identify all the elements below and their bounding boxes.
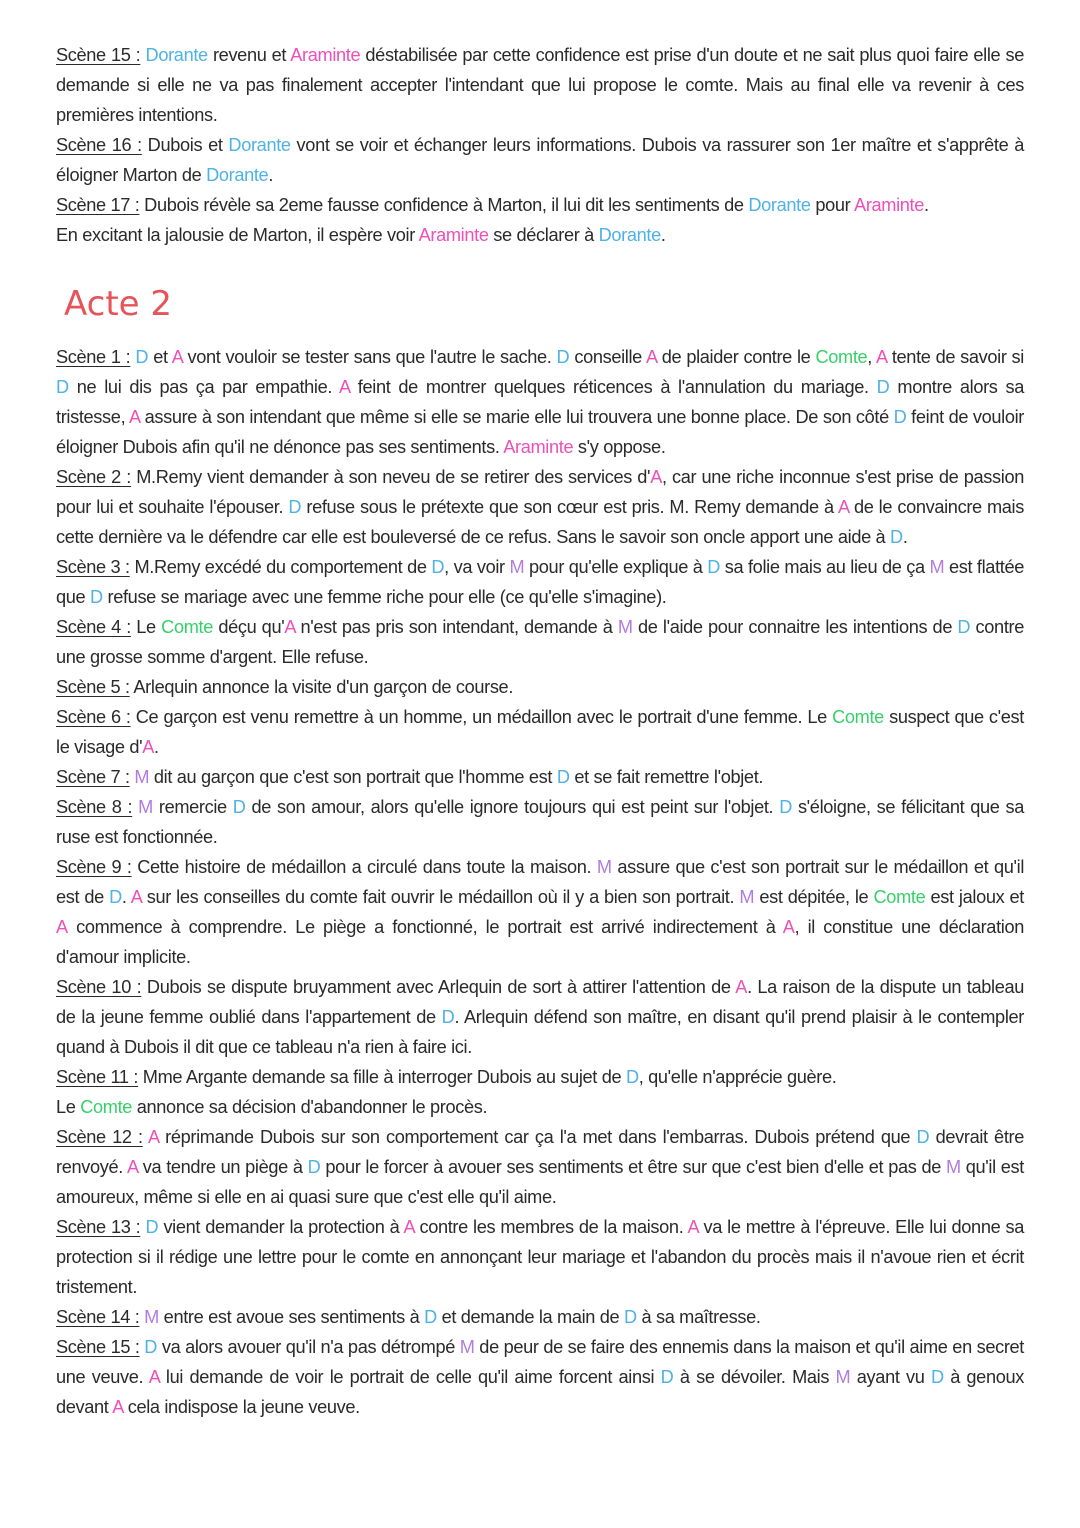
- text-run: Dubois révèle sa 2eme fausse confidence à Marton, il lui dit les sentiments de: [139, 195, 749, 215]
- character-dorante: Dorante: [206, 165, 269, 185]
- text-run: ayant vu: [850, 1367, 931, 1387]
- scene-label: Scène 1 :: [56, 347, 131, 367]
- text-run: déstabilisée par cette confidence est prise d'un doute et ne sait plus quoi faire elle se demande si elle ne va pas finalement accepter l'intendant que lui propose le comte. Mais au final elle va revenir à ces premières intentions.: [56, 45, 1024, 125]
- character-araminte: A: [687, 1217, 699, 1237]
- text-run: vont se voir et échanger leurs informations. Dubois va rassurer son 1er maître et s'apprête à éloigner Marton de: [56, 135, 1025, 185]
- character-marton: M: [509, 557, 525, 577]
- character-comte: Comte: [161, 617, 213, 637]
- text-run: vont vouloir se tester sans que l'autre le sache.: [182, 347, 557, 367]
- character-araminte: A: [782, 917, 795, 937]
- scene-paragraph: [56, 852, 1024, 972]
- text-run: Le: [130, 617, 162, 637]
- character-dorante: D: [424, 1307, 437, 1327]
- text-run: . Arlequin défend son maître, en disant qu'il prend plaisir à le contempler quand à Dubois il dit que ce tableau n'a rien à faire ici.: [56, 1007, 1024, 1057]
- character-comte: Comte: [832, 707, 884, 727]
- text-run: pour le forcer à avouer ses sentiments et être sur que c'est bien d'elle et pas de: [320, 1157, 946, 1177]
- text-run: .: [660, 225, 666, 245]
- text-run: conseille: [569, 347, 646, 367]
- scene-label: Scène 16 :: [56, 135, 142, 155]
- character-marton: M: [596, 857, 612, 877]
- summary-paragraph: [56, 190, 1024, 220]
- text-run: Mme Argante demande sa fille à interroger Dubois au sujet de: [138, 1067, 626, 1087]
- character-dorante: D: [779, 797, 792, 817]
- character-araminte: Araminte: [418, 225, 489, 245]
- text-run: , va voir: [444, 557, 510, 577]
- text-run: à sa maîtresse.: [636, 1307, 761, 1327]
- text-run: tente de savoir si: [886, 347, 1024, 367]
- text-run: se déclarer à: [488, 225, 599, 245]
- scene-paragraph: [56, 1302, 1024, 1332]
- text-run: suspect que c'est le visage d': [56, 707, 1025, 757]
- scene-paragraph: [56, 762, 1024, 792]
- character-dorante: D: [56, 377, 69, 397]
- text-run: de peur de se faire des ennemis dans la maison et qu'il aime en secret une veuve.: [56, 1337, 1025, 1387]
- text-run: Ce garçon est venu remettre à un homme, un médaillon avec le portrait d'une femme. Le: [130, 707, 833, 727]
- character-araminte: A: [171, 347, 183, 367]
- scene-label: Scène 11 :: [56, 1067, 139, 1087]
- scene-label: Scène 12 :: [56, 1127, 143, 1147]
- character-dorante: D: [90, 587, 103, 607]
- text-run: feint de montrer quelques réticences à l'annulation du mariage.: [349, 377, 877, 397]
- act1-end-summary: [56, 40, 1024, 250]
- character-araminte: A: [876, 347, 887, 367]
- character-araminte: A: [650, 467, 662, 487]
- text-run: ,: [867, 347, 877, 367]
- act-heading: Acte 2: [64, 284, 173, 324]
- text-run: remercie: [152, 797, 233, 817]
- character-comte: Comte: [80, 1097, 133, 1117]
- text-run: , car une riche inconnue s'est prise de passion pour lui et souhaite l'épouser.: [56, 467, 1024, 517]
- character-dorante: Dorante: [228, 135, 291, 155]
- character-araminte: Araminte: [503, 437, 574, 457]
- text-run: de son amour, alors qu'elle ignore toujours qui est peint sur l'objet.: [245, 797, 780, 817]
- text-run: .: [902, 527, 908, 547]
- text-run: réprimande Dubois sur son comportement car ça l'a met dans l'embarras. Dubois prétend que: [158, 1127, 917, 1147]
- text-run: . La raison de la dispute un tableau de la jeune femme oublié dans l'appartement de: [56, 977, 1024, 1027]
- text-run: montre alors sa tristesse,: [56, 377, 1024, 427]
- character-marton: M: [929, 557, 945, 577]
- character-dorante: D: [109, 887, 122, 907]
- text-run: Dubois se dispute bruyamment avec Arlequin de sort à attirer l'attention de: [141, 977, 736, 997]
- scene-label: Scène 8 :: [56, 797, 133, 817]
- text-run: va le mettre à l'épreuve. Elle lui donne sa protection si il rédige une lettre pour le comte en annonçant leur mariage et l'abandon du procès mais il n'avoue rien et écrit tristement.: [56, 1217, 1025, 1297]
- text-run: est jaloux et: [925, 887, 1024, 907]
- character-marton: M: [945, 1157, 961, 1177]
- character-araminte: A: [126, 1157, 138, 1177]
- text-run: sur les conseilles du comte fait ouvrir le médaillon où il y a bien son portrait.: [141, 887, 740, 907]
- text-run: M.Remy vient demander à son neveu de se retirer des services d': [130, 467, 651, 487]
- text-run: revenu et: [207, 45, 291, 65]
- text-run: à se dévoiler. Mais: [673, 1367, 836, 1387]
- character-dorante: D: [660, 1367, 674, 1387]
- scene-paragraph: [56, 342, 1024, 462]
- text-run: annonce sa décision d'abandonner le procès.: [132, 1097, 488, 1117]
- scene-paragraph: [56, 672, 1024, 702]
- character-araminte: A: [130, 887, 142, 907]
- character-marton: M: [459, 1337, 475, 1357]
- character-araminte: A: [284, 617, 296, 637]
- text-run: assure à son intendant que même si elle se marie elle lui trouvera une bonne place. De son côté: [139, 407, 894, 427]
- character-araminte: A: [339, 377, 350, 397]
- scene-paragraph: [56, 462, 1024, 552]
- character-araminte: Araminte: [290, 45, 361, 65]
- character-dorante: D: [876, 377, 890, 397]
- text-run: Le: [56, 1097, 81, 1117]
- character-marton: M: [617, 617, 633, 637]
- text-run: n'est pas pris son intendant, demande à: [295, 617, 618, 637]
- character-araminte: A: [112, 1397, 123, 1417]
- scene-paragraph: [56, 1122, 1024, 1212]
- text-run: et demande la main de: [436, 1307, 624, 1327]
- scene-paragraph: [56, 612, 1024, 672]
- text-run: est flattée que: [56, 557, 1025, 607]
- text-run: .: [121, 887, 131, 907]
- character-dorante: D: [930, 1367, 944, 1387]
- text-run: à genoux devant: [56, 1367, 1024, 1417]
- character-dorante: D: [556, 347, 570, 367]
- character-dorante: D: [556, 767, 570, 787]
- text-run: sa folie mais au lieu de ça: [720, 557, 930, 577]
- scene-label: Scène 6 :: [56, 707, 131, 727]
- text-run: de le convaincre mais cette dernière va le défendre car elle est bouleversé de ce refus. Sans le savoir son oncle apport une aide à: [56, 497, 1024, 547]
- text-run: entre est avoue ses sentiments à: [158, 1307, 425, 1327]
- text-run: , il constitue une déclaration d'amour implicite.: [56, 917, 1024, 967]
- character-araminte: A: [735, 977, 748, 997]
- text-run: de l'aide pour connaitre les intentions de: [632, 617, 958, 637]
- summary-paragraph: [56, 130, 1024, 190]
- scene-label: Scène 17 :: [56, 195, 140, 215]
- text-run: dit au garçon que c'est son portrait que l'homme est: [149, 767, 557, 787]
- character-dorante: D: [625, 1067, 639, 1087]
- text-run: ne lui dis pas ça par empathie.: [68, 377, 340, 397]
- document: [56, 40, 1024, 1422]
- text-run: s'éloigne, se félicitant que sa ruse est fonctionnée.: [56, 797, 1024, 847]
- text-run: pour qu'elle explique à: [524, 557, 708, 577]
- character-araminte: A: [645, 347, 657, 367]
- scene-label: Scène 14 :: [56, 1307, 140, 1327]
- text-run: Arlequin annonce la visite d'un garçon de course.: [129, 677, 514, 697]
- character-dorante: D: [623, 1307, 637, 1327]
- scene-label: Scène 4 :: [56, 617, 131, 637]
- character-dorante: D: [288, 497, 302, 517]
- character-marton: M: [144, 1307, 159, 1327]
- scene-paragraph: [56, 1212, 1024, 1302]
- character-araminte: A: [148, 1367, 160, 1387]
- text-run: de plaider contre le: [656, 347, 816, 367]
- character-dorante: D: [707, 557, 721, 577]
- text-run: vient demander la protection à: [158, 1217, 404, 1237]
- text-run: est dépitée, le: [754, 887, 874, 907]
- scene-paragraph: [56, 1092, 1024, 1122]
- text-run: .: [268, 165, 274, 185]
- act2-scene-list: [56, 342, 1024, 1422]
- text-run: s'y oppose.: [573, 437, 666, 457]
- character-araminte: A: [148, 1127, 159, 1147]
- text-run: lui demande de voir le portrait de celle qu'il aime forcent ainsi: [159, 1367, 661, 1387]
- character-marton: M: [138, 797, 153, 817]
- text-run: feint de vouloir éloigner Dubois afin qu'il ne dénonce pas ses sentiments.: [56, 407, 1024, 457]
- character-dorante: Dorante: [598, 225, 661, 245]
- character-dorante: D: [893, 407, 907, 427]
- scene-label: Scène 13 :: [56, 1217, 141, 1237]
- scene-label: Scène 7 :: [56, 767, 130, 787]
- text-run: déçu qu': [212, 617, 285, 637]
- text-run: assure que c'est son portrait sur le médaillon et qu'il est de: [56, 857, 1025, 907]
- character-dorante: D: [957, 617, 971, 637]
- text-run: Dubois et: [141, 135, 229, 155]
- text-run: refuse sous le prétexte que son cœur est pris. M. Remy demande à: [301, 497, 838, 517]
- character-dorante: D: [135, 347, 149, 367]
- text-run: et: [148, 347, 172, 367]
- scene-label: Scène 15 :: [56, 1337, 140, 1357]
- text-run: qu'il est amoureux, même si elle en ai quasi sure que c'est elle qu'il aime.: [56, 1157, 1025, 1207]
- scene-label: Scène 5 :: [56, 677, 130, 697]
- character-araminte: Araminte: [854, 195, 925, 215]
- text-run: cela indispose la jeune veuve.: [123, 1397, 360, 1417]
- scene-paragraph: [56, 972, 1024, 1062]
- text-run: refuse se mariage avec une femme riche pour elle (ce qu'elle s'imagine).: [102, 587, 667, 607]
- character-araminte: A: [129, 407, 140, 427]
- text-run: et se fait remettre l'objet.: [569, 767, 764, 787]
- summary-paragraph: [56, 220, 1024, 250]
- text-run: contre une grosse somme d'argent. Elle refuse.: [56, 617, 1024, 667]
- summary-paragraph: [56, 40, 1024, 130]
- character-comte: Comte: [873, 887, 926, 907]
- text-run: pour: [810, 195, 855, 215]
- character-dorante: D: [890, 527, 903, 547]
- character-araminte: A: [56, 917, 68, 937]
- scene-paragraph: [56, 1062, 1024, 1092]
- scene-paragraph: [56, 702, 1024, 762]
- character-dorante: D: [431, 557, 445, 577]
- scene-label: Scène 9 :: [56, 857, 132, 877]
- character-marton: M: [739, 887, 755, 907]
- scene-paragraph: [56, 1332, 1024, 1422]
- text-run: , qu'elle n'apprécie guère.: [638, 1067, 837, 1087]
- text-run: .: [924, 195, 929, 215]
- character-araminte: A: [837, 497, 849, 517]
- scene-paragraph: [56, 792, 1024, 852]
- text-run: Cette histoire de médaillon a circulé dans toute la maison.: [131, 857, 597, 877]
- character-araminte: A: [142, 737, 155, 757]
- text-run: va tendre un piège à: [137, 1157, 308, 1177]
- character-dorante: D: [145, 1217, 159, 1237]
- text-run: contre les membres de la maison.: [414, 1217, 688, 1237]
- character-dorante: D: [232, 797, 246, 817]
- text-run: M.Remy excédé du comportement de: [129, 557, 432, 577]
- character-marton: M: [134, 767, 150, 787]
- text-run: va alors avouer qu'il n'a pas détrompé: [157, 1337, 460, 1357]
- character-marton: M: [835, 1367, 851, 1387]
- character-dorante: Dorante: [748, 195, 811, 215]
- character-comte: Comte: [815, 347, 868, 367]
- scene-label: Scène 10 :: [56, 977, 142, 997]
- text-run: .: [154, 737, 159, 757]
- character-dorante: Dorante: [145, 45, 208, 65]
- character-dorante: D: [441, 1007, 455, 1027]
- text-run: devrait être renvoyé.: [56, 1127, 1024, 1177]
- scene-label: Scène 2 :: [56, 467, 131, 487]
- character-araminte: A: [403, 1217, 415, 1237]
- character-dorante: D: [144, 1337, 158, 1357]
- text-run: commence à comprendre. Le piège a fonctionné, le portrait est arrivé indirectement à: [67, 917, 783, 937]
- text-run: En excitant la jalousie de Marton, il espère voir: [56, 225, 419, 245]
- scene-label: Scène 15 :: [56, 45, 141, 65]
- character-dorante: D: [916, 1127, 930, 1147]
- character-dorante: D: [307, 1157, 321, 1177]
- scene-label: Scène 3 :: [56, 557, 130, 577]
- scene-paragraph: [56, 552, 1024, 612]
